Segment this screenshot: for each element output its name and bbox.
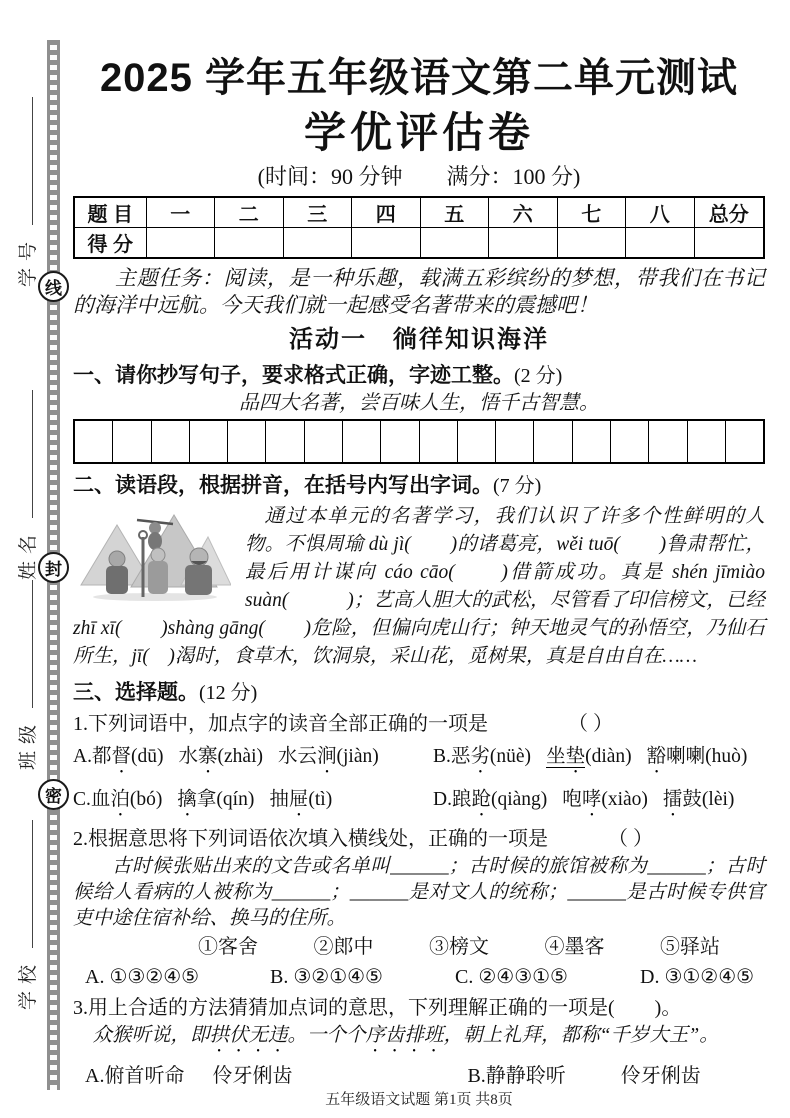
section3-points: (12 分) (199, 682, 258, 704)
section1-points: (2 分) (514, 365, 563, 387)
activity-heading: 活动一 徜徉知识海洋 (289, 326, 549, 353)
score-cell (626, 228, 695, 259)
journey-west-illustration (79, 507, 231, 602)
theme-task: 主题任务：阅读，是一种乐趣，载满五彩缤纷的梦想，带我们在书记的海洋中远航。今天我们就一起感受名著带来的震撼吧！ (73, 266, 765, 317)
score-cell (420, 228, 489, 259)
score-col-1: 一 (146, 197, 215, 228)
q1-option-row-cd (73, 787, 765, 821)
q2-word-3: ③榜文 (429, 936, 489, 958)
score-cell (557, 228, 626, 259)
grid-cell (726, 421, 763, 462)
section2-body (73, 503, 765, 671)
score-table-corner: 题 目 (74, 197, 146, 228)
q2-passage: 古时候张贴出来的文告或名单叫______；古时候的旅馆被称为______；古时候给人看病的人被称为______；______是对文人的统称；______是古时候专供官吏中途住宿补给、换马的住所。 (73, 856, 765, 929)
score-col-3: 三 (283, 197, 352, 228)
grid-cell (266, 421, 304, 462)
grid-cell (611, 421, 649, 462)
grid-cell (75, 421, 113, 462)
q2-choice-d: D. ③①②④⑤ (640, 966, 755, 988)
section2-heading-text: 二、读语段，根据拼音，在括号内写出字词。 (73, 474, 493, 497)
score-col-7: 七 (557, 197, 626, 228)
grid-cell (420, 421, 458, 462)
q3-choice-b2: 伶牙俐齿 (620, 1065, 701, 1087)
seal-field-school (13, 820, 39, 1010)
q2-answer-bracket: （ ） (608, 828, 653, 850)
section2-heading (73, 473, 765, 499)
score-cell (215, 228, 284, 259)
q3-choice-a: A.俯首听命 (85, 1065, 185, 1087)
score-col-8: 八 (626, 197, 695, 228)
q2-stem (73, 826, 765, 852)
seal-field-student-id (13, 97, 39, 287)
grid-cell (343, 421, 381, 462)
score-table-header-row (74, 197, 764, 228)
q2-choice-b: B. ③②①④⑤ (270, 966, 383, 988)
q2-choice-c: C. ②④③①⑤ (455, 966, 568, 988)
q1-option-c: C.血泊(bó) 擒拿(qín) 抽屉(tì) (73, 789, 333, 810)
q1-option-b: B.恶劣(nüè) 坐垫(diàn) 豁喇喇(huò) (433, 746, 748, 767)
seal-field-label: 学校 (17, 957, 39, 1010)
score-row-label: 得 分 (74, 228, 146, 259)
q1-option-row-ab (73, 744, 765, 778)
section1-heading-text: 一、请你抄写句子，要求格式正确，字迹工整。 (73, 364, 514, 387)
seal-stamp-xian: 线 (38, 271, 69, 302)
grid-cell (534, 421, 572, 462)
q2-word-2: ②郎中 (313, 936, 374, 958)
grid-cell (152, 421, 190, 462)
writing-grid (73, 419, 765, 464)
section2-points: (7 分) (493, 475, 542, 497)
q3-quote: 众猴听说，即拱伏无违。一个个序齿排班，朝上礼拜，都称“千岁大王”。 (92, 1025, 719, 1046)
seal-field-label: 班级 (17, 717, 39, 770)
section3-heading-text: 三、选择题。 (73, 681, 199, 704)
q2-word-bank (73, 934, 765, 960)
score-table (73, 196, 765, 259)
grid-cell (381, 421, 419, 462)
score-cell (489, 228, 558, 259)
score-cell (352, 228, 421, 259)
score-cell (146, 228, 215, 259)
grid-cell (649, 421, 687, 462)
grid-cell (458, 421, 496, 462)
copy-sentence: 品四大名著，尝百味人生，悟千古智慧。 (239, 392, 599, 414)
seal-stamp-mi: 密 (38, 779, 69, 810)
seal-field-class (13, 580, 39, 770)
page-footer: 五年级语文试题 第1页 共8页 (325, 1092, 513, 1108)
seal-field-blank (19, 820, 33, 948)
q2-stem-text: 2.根据意思将下列词语依次填入横线处，正确的一项是 (73, 828, 548, 850)
score-col-6: 六 (489, 197, 558, 228)
grid-cell (496, 421, 534, 462)
score-cell (694, 228, 764, 259)
q1-stem (73, 711, 765, 737)
q3-choice-a2: 伶牙俐齿 (212, 1065, 293, 1087)
score-col-5: 五 (420, 197, 489, 228)
seal-field-blank (19, 580, 33, 708)
seal-field-name (13, 390, 39, 580)
q1-stem-text: 1.下列词语中，加点字的读音全部正确的一项是 (73, 713, 488, 735)
seal-stamp-feng: 封 (38, 552, 69, 583)
grid-cell (190, 421, 228, 462)
exam-meta: (时间：90 分钟 满分：100 分) (257, 164, 581, 189)
section1-heading (73, 363, 765, 389)
grid-cell (573, 421, 611, 462)
q3-choices (73, 1063, 765, 1089)
grid-cell (688, 421, 726, 462)
q2-choice-a: A. ①③②④⑤ (85, 966, 200, 988)
q1-option-d: D.踉跄(qiàng) 咆哮(xiào) 擂鼓(lèi) (433, 789, 735, 810)
score-table-score-row (74, 228, 764, 259)
score-col-2: 二 (215, 197, 284, 228)
q2-word-4: ④墨客 (544, 936, 605, 958)
section3-heading (73, 680, 765, 706)
seal-field-blank (19, 390, 33, 518)
grid-cell (113, 421, 151, 462)
seal-field-blank (19, 97, 33, 225)
q3-stem: 3.用上合适的方法猜猜加点词的意思，下列理解正确的一项是( )。 (73, 997, 682, 1019)
score-col-total: 总分 (694, 197, 764, 228)
grid-cell (228, 421, 266, 462)
q2-word-1: ①客舍 (198, 936, 258, 958)
seal-field-label: 姓名 (17, 527, 39, 580)
q1-answer-bracket: （ ） (568, 713, 613, 735)
exam-title: 2025 学年五年级语文第二单元测试 (99, 56, 739, 100)
q1-option-a: A.都督(dū) 水寨(zhài) 水云涧(jiàn) (73, 746, 379, 767)
q2-choices (73, 964, 765, 990)
exam-page (73, 0, 765, 1109)
grid-cell (305, 421, 343, 462)
q3-choice-b: B.静静聆听 (467, 1065, 566, 1087)
seal-field-label: 学号 (17, 234, 39, 287)
q2-word-5: ⑤驿站 (660, 936, 720, 958)
section2-passage: 通过本单元的名著学习，我们认识了许多个性鲜明的人物。不惧周瑜 dù jì( )的诸葛亮，wěi tuō( )鲁肃帮忙，最后用计谋向 cáo cāo( )借箭成功。真是 shén jīmiào suàn( )；艺高人胆大的武松，尽管看了印信榜文，已经 zhī xī( )shàng gāng( )危险，但偏向虎山行；钟天地灵气的孙悟空，乃仙石所生，jī( )渴时，食草木，饮洞泉，采山花，觅树果，真是自由自在…… (73, 506, 765, 667)
score-cell (283, 228, 352, 259)
score-col-4: 四 (352, 197, 421, 228)
exam-subtitle: 学优评估卷 (303, 109, 534, 156)
